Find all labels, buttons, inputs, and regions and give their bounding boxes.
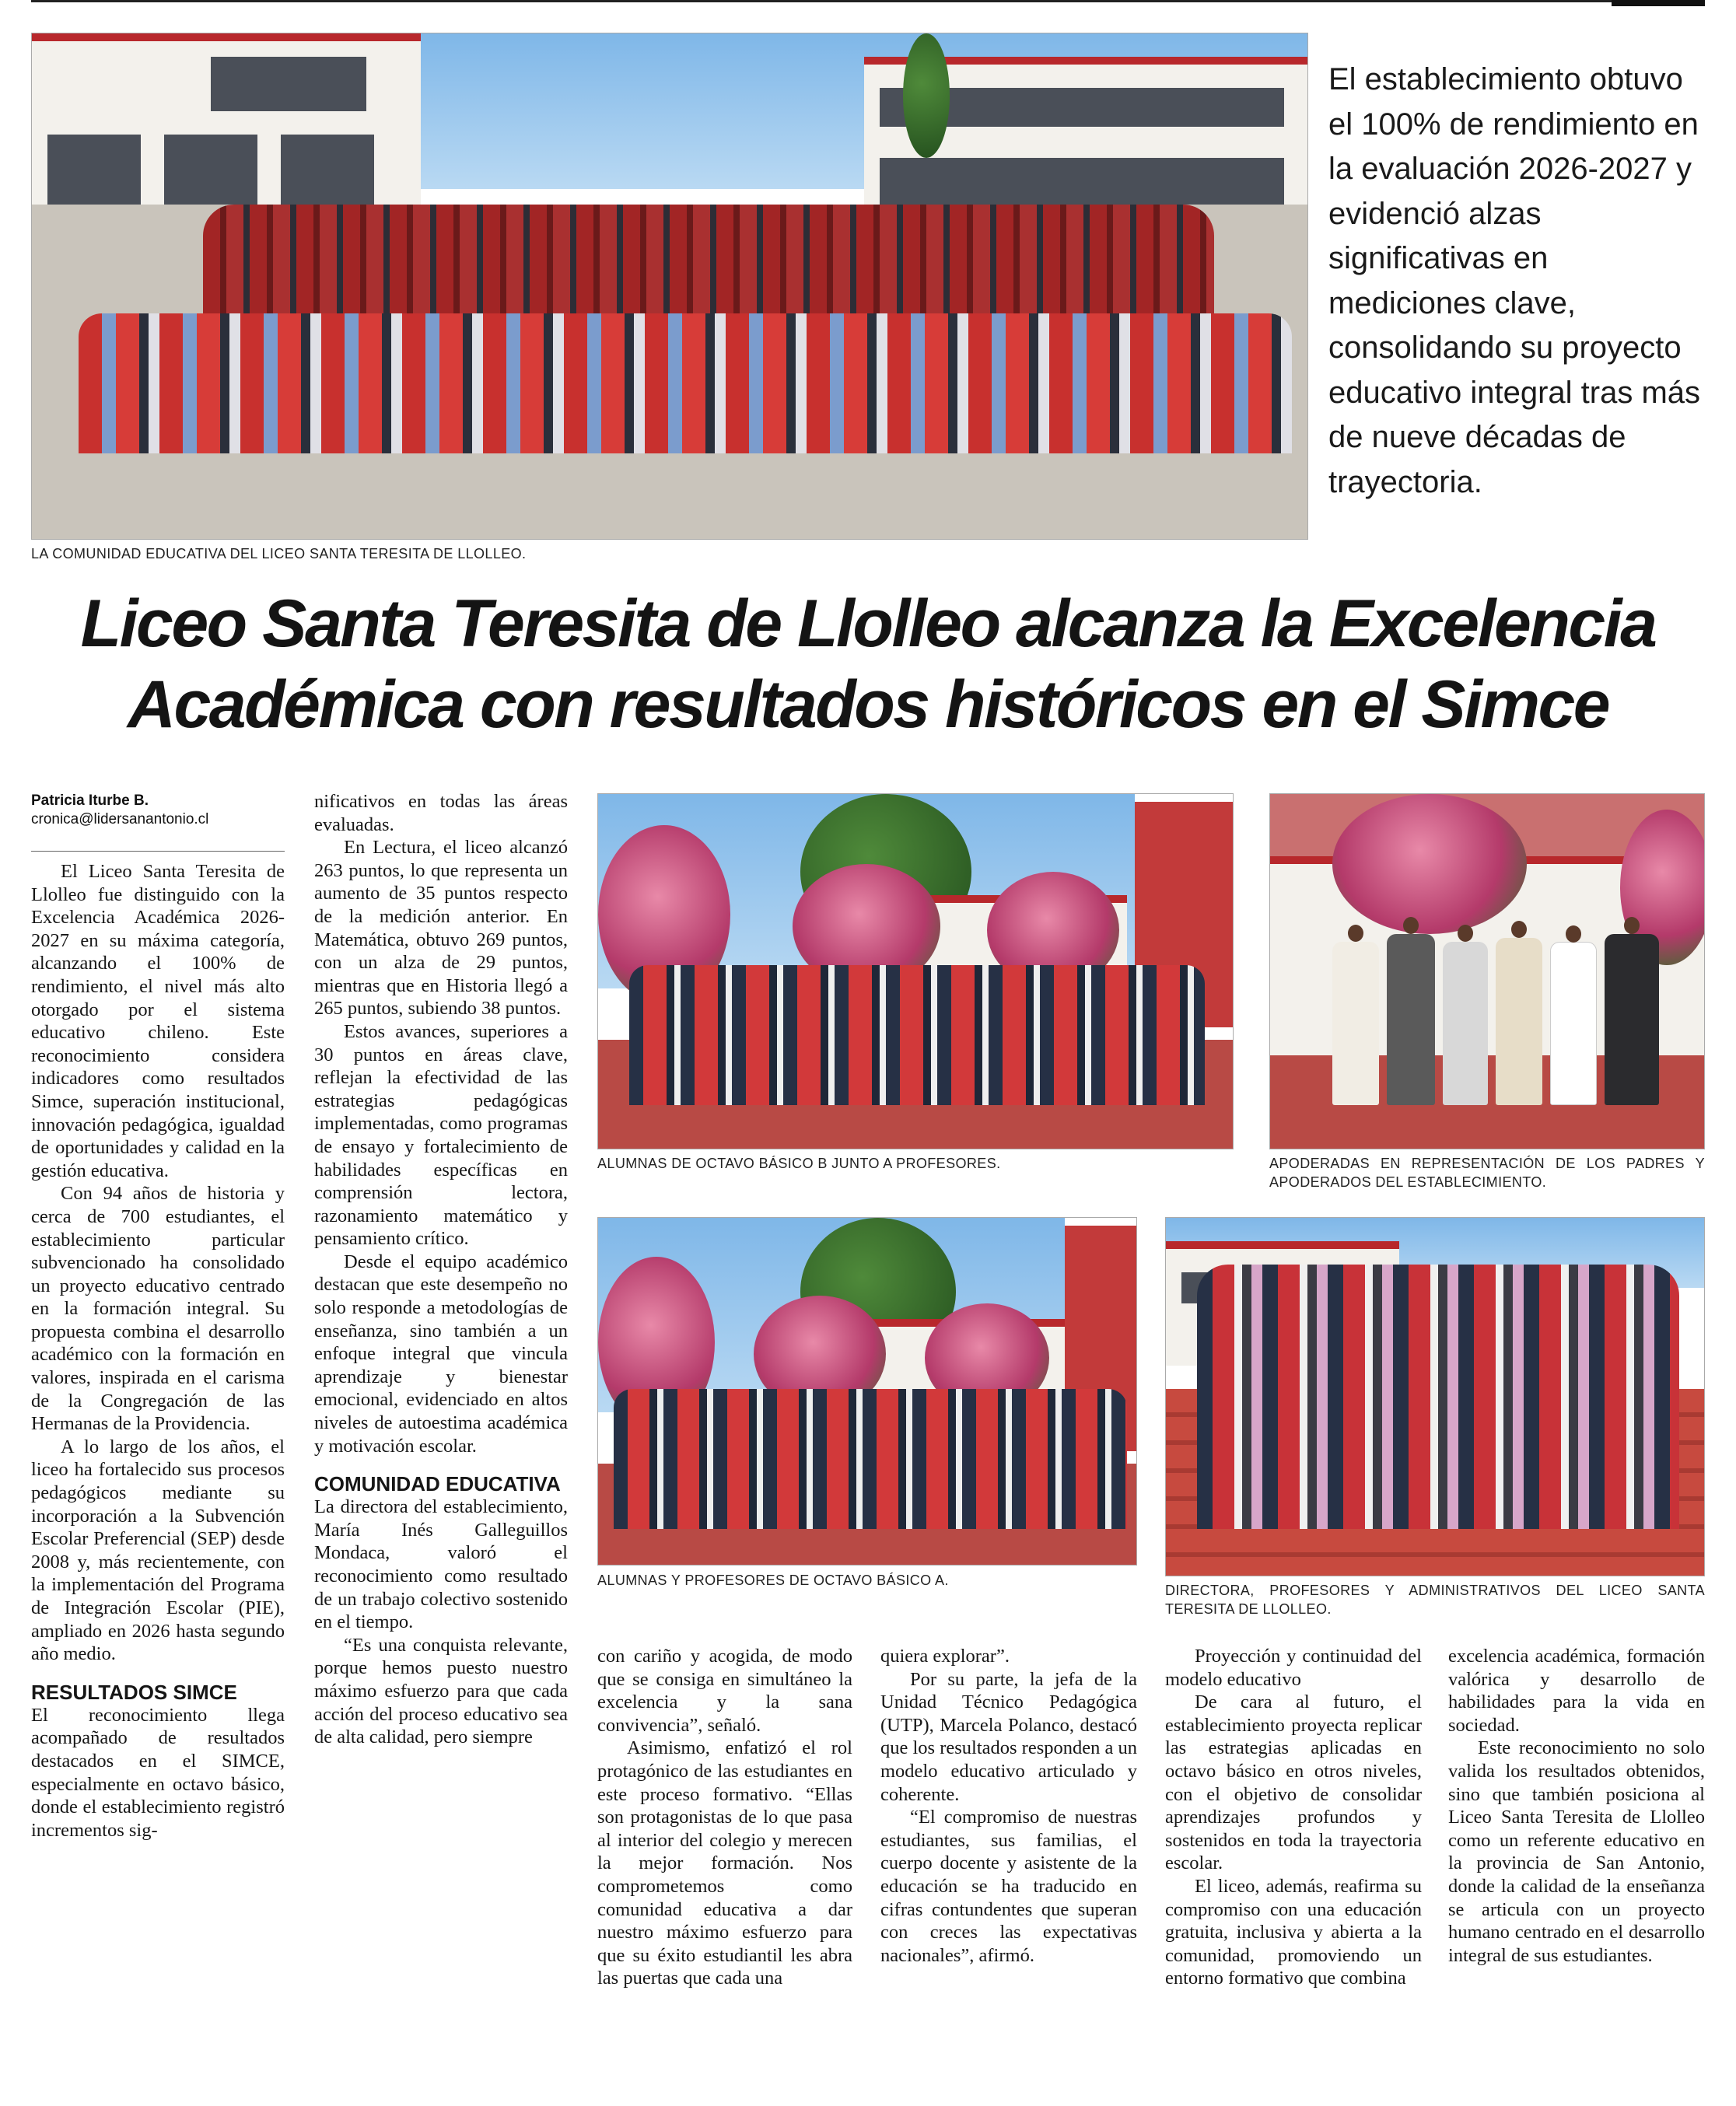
paragraph: excelencia académica, formación valórica y desarrollo de habilidades para la vida en sociedad. [1448, 1646, 1705, 1736]
photo-apoderadas [1269, 793, 1705, 1149]
paragraph: Asimismo, enfatizó el rol protagónico de las estudiantes en este proceso formativo. “Ellas son protagonistas de lo que pasa al interior del colegio y merecen la mejor formación. Nos comprometemos como comunidad educativa a dar nuestro máximo esfuerzo para que su éxito estudiantil les abra las puertas que cada una [597, 1737, 852, 1989]
paragraph: Proyección y continuidad del modelo educativo [1165, 1646, 1422, 1690]
lede: El establecimiento obtuvo el 100% de rendimiento en la evaluación 2026-2027 y evidenció alzas significativas en mediciones clave, consolidando su proyecto educativo integral tras más de nueve décadas de trayectoria. [1328, 62, 1701, 499]
paragraph: Con 94 años de historia y cerca de 700 estudiantes, el establecimiento particular subvencionado ha consolidado un proyecto educativo centrado en la formación integral. Su propuesta combina el desarrollo académico con la formación en valores, inspirada en el carisma de la Congregación de las Hermanas de la Providencia. [31, 1183, 285, 1435]
column-3 [597, 1645, 852, 1990]
photo-directora [1165, 1217, 1705, 1576]
main-photo-caption: LA COMUNIDAD EDUCATIVA DEL LICEO SANTA TERESITA DE LLOLLEO. [31, 546, 527, 561]
paragraph: “Es una conquista relevante, porque hemos puesto nuestro máximo esfuerzo para que cada acción del proceso educativo sea de alta calidad, pero siempre [314, 1634, 568, 1748]
paragraph: “El compromiso de nuestras estudiantes, sus familias, el cuerpo docente y asistente de la educación se ha traducido en cifras contundentes que superan con creces las expectativas nacionales”, afirmó. [880, 1807, 1137, 1966]
byline [31, 792, 285, 829]
subhead-comunidad-educativa: COMUNIDAD EDUCATIVA [314, 1472, 561, 1496]
paragraph: A lo largo de los años, el liceo ha fortalecido sus procesos pedagógicos mediante su incorporación a la Subvención Escolar Preferencial (SEP) desde 2008 y, más recientemente, con la implementación del Programa de Integración Escolar (PIE), ampliado en 2026 hasta segundo año medio. [31, 1436, 285, 1665]
paragraph: Desde el equipo académico destacan que este desempeño no solo responde a metodologías de enseñanza, sino también a un enfoque integral que vincula aprendizaje y bienestar emocional, evidenciado en altos niveles de autoestima académica y motivación escolar. [314, 1251, 568, 1457]
column-4 [880, 1645, 1137, 1967]
caption-octavo-a: ALUMNAS Y PROFESORES DE OCTAVO BÁSICO A. [597, 1573, 949, 1588]
author-email[interactable]: cronica@lidersanantonio.cl [31, 811, 209, 827]
column-6 [1448, 1645, 1705, 1967]
top-block [1612, 0, 1705, 6]
paragraph: La directora del establecimiento, María Inés Galleguillos Mondaca, valoró el reconocimiento como resultado de un trabajo colectivo sostenido en el tiempo. [314, 1496, 568, 1633]
photo-octavo-a [597, 1217, 1137, 1566]
paragraph: con cariño y acogida, de modo que se consiga en simultáneo la excelencia y la sana convivencia”, señaló. [597, 1646, 852, 1736]
byline-rule [31, 851, 285, 852]
paragraph: El liceo, además, reafirma su compromiso con una educación gratuita, inclusiva y abierta a la comunidad, promoviendo un entorno formativo que combina [1165, 1875, 1422, 1989]
headline: Liceo Santa Teresita de Llolleo alcanza la Excelencia Académica con resultados históricos en el Simce [80, 586, 1656, 742]
caption-octavo-b: ALUMNAS DE OCTAVO BÁSICO B JUNTO A PROFESORES. [597, 1156, 1001, 1171]
crowd [32, 205, 1308, 461]
paragraph: De cara al futuro, el establecimiento proyecta replicar las estrategias aplicadas en octavo básico en otros niveles, con el objetivo de consolidar aprendizajes profundos y sostenidos en toda la trayectoria escolar. [1165, 1691, 1422, 1874]
paragraph: El reconocimiento llega acompañado de resultados destacados en el SIMCE, especialmente en octavo básico, donde el establecimiento registró incrementos sig- [31, 1704, 285, 1841]
caption-apoderadas: APODERADAS EN REPRESENTACIÓN DE LOS PADRES Y APODERADOS DEL ESTABLECIMIENTO. [1269, 1156, 1705, 1191]
photo-octavo-b [597, 793, 1234, 1149]
caption-directora: DIRECTORA, PROFESORES Y ADMINISTRATIVOS DEL LICEO SANTA TERESITA DE LLOLLEO. [1165, 1583, 1705, 1618]
paragraph: El Liceo Santa Teresita de Llolleo fue distinguido con la Excelencia Académica 2026-2027 en su máxima categoría, alcanzando el 100% de rendimiento, el nivel más alto otorgado por el sistema educativo chileno. Este reconocimiento considera indicadores como resultados Simce, superación institucional, innovación pedagógica, igualdad de oportunidades y calidad en la gestión educativa. [31, 861, 285, 1181]
column-1 [31, 860, 285, 1842]
paragraph: nificativos en todas las áreas evaluadas. [314, 791, 568, 835]
paragraph: Estos avances, superiores a 30 puntos en áreas clave, reflejan la efectividad de las estrategias pedagógicas implementadas, como programas de ensayo y fortalecimiento de habilidades específicas en comprensión lectora, razonamiento matemático y pensamiento crítico. [314, 1020, 568, 1250]
author-name: Patricia Iturbe B. [31, 792, 149, 809]
column-5 [1165, 1645, 1422, 1990]
main-photo [31, 33, 1308, 540]
subhead-resultados-simce: RESULTADOS SIMCE [31, 1680, 237, 1704]
top-rule [31, 0, 1705, 2]
paragraph: Este reconocimiento no solo valida los resultados obtenidos, sino que también posiciona al Liceo Santa Teresita de Llolleo como un referente educativo en la provincia de San Antonio, donde la calidad de la enseñanza se articula con un proyecto humano centrado en el desarrollo integral de sus estudiantes. [1448, 1737, 1705, 1966]
paragraph: En Lectura, el liceo alcanzó 263 puntos, lo que representa un aumento de 35 puntos respecto de la medición anterior. En Matemática, obtuvo 269 puntos, con un alza de 29 puntos, mientras que en Historia llegó a 265 puntos, subiendo 38 puntos. [314, 837, 568, 1020]
paragraph: Por su parte, la jefa de la Unidad Técnico Pedagógica (UTP), Marcela Polanco, destacó que los resultados responden a un modelo educativo articulado y coherente. [880, 1668, 1137, 1805]
paragraph: quiera explorar”. [880, 1646, 1010, 1667]
column-2 [314, 790, 568, 1749]
